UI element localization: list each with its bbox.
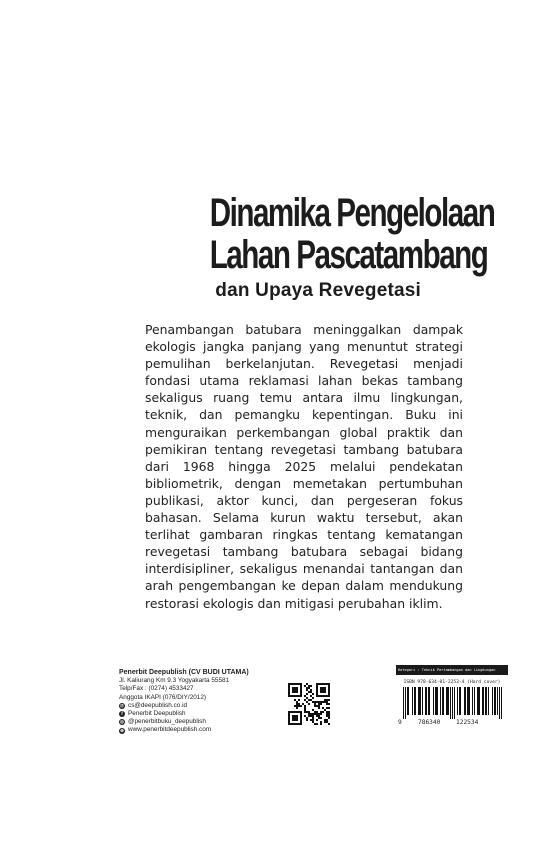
book-blurb: Penambangan batubara meninggalkan dampak ekologis jangka panjang yang menuntut strategi pemulihan berkelanjutan. Revegetasi menjadi fondasi utama reklamasi lahan bekas tambang sekaligus ruang temu antara ilmu lingkungan, teknik, dan pemangku kepentingan. Buku ini menguraikan perkembangan global praktik dan pemikiran tentang revegetasi tambang batubara dari 1968 hingga 2025 melalui pendekatan bibliometrik, dengan memetakan pertumbuhan publikasi, aktor kunci, dan pergeseran fokus bahasan. Selama kurun waktu tersebut, akan terlihat gambaran ringkas tentang kematangan revegetasi tambang batubara sebagai bidang interdisipliner, sekaligus menandai tantangan dan arah pengembangan ke depan dalam mendukung restorasi ekologis dan mitigasi perubahan iklim.	[145, 322, 463, 611]
contact-row	[119, 718, 249, 726]
barcode-box	[396, 665, 508, 727]
contact-text: @penerbitbuku_deepublish	[128, 718, 206, 726]
barcode-digits	[396, 719, 508, 727]
barcode-digit-group-1: 786340	[418, 719, 441, 726]
contact-row	[119, 710, 249, 718]
book-title-block	[120, 191, 495, 302]
publisher-phone: Telp/Fax : (0274) 4533427	[119, 685, 194, 693]
publisher-contacts	[119, 702, 249, 735]
publisher-name: Penerbit Deepublish (CV BUDI UTAMA)	[119, 669, 249, 676]
contact-text: Penerbit Deepublish	[128, 710, 186, 718]
website-icon: ⊕	[120, 727, 124, 733]
book-title-line-1: Dinamika Pengelolaan	[209, 191, 495, 235]
contact-row	[119, 702, 249, 710]
isbn-text: ISBN 978-634-01-2253-4 (Hard cover)	[403, 680, 501, 685]
isbn-barcode	[396, 687, 508, 719]
contact-text: cs@deepublish.co.id	[128, 701, 188, 709]
publisher-ikapi: Anggota IKAPI (076/DIY/2012)	[119, 693, 207, 701]
qr-code	[288, 683, 330, 725]
instagram-icon: ◎	[120, 719, 124, 725]
book-title-line-2: Lahan Pascatambang	[209, 233, 488, 277]
contact-row	[119, 726, 249, 734]
contact-text: www.penerbitdeepublish.com	[128, 726, 212, 734]
book-subtitle: dan Upaya Revegetasi	[215, 280, 421, 301]
category-label: Kategori : Teknik Pertambangan dan Lingkungan	[396, 665, 508, 675]
publisher-address: Jl. Kaliurang Km 9.3 Yogyakarta 55581	[119, 677, 230, 685]
publisher-info	[119, 669, 249, 735]
email-icon: @	[119, 702, 125, 708]
barcode-digit-group-2: 122534	[456, 719, 479, 726]
barcode-digit-first: 9	[398, 719, 402, 726]
facebook-icon: f	[119, 711, 125, 717]
